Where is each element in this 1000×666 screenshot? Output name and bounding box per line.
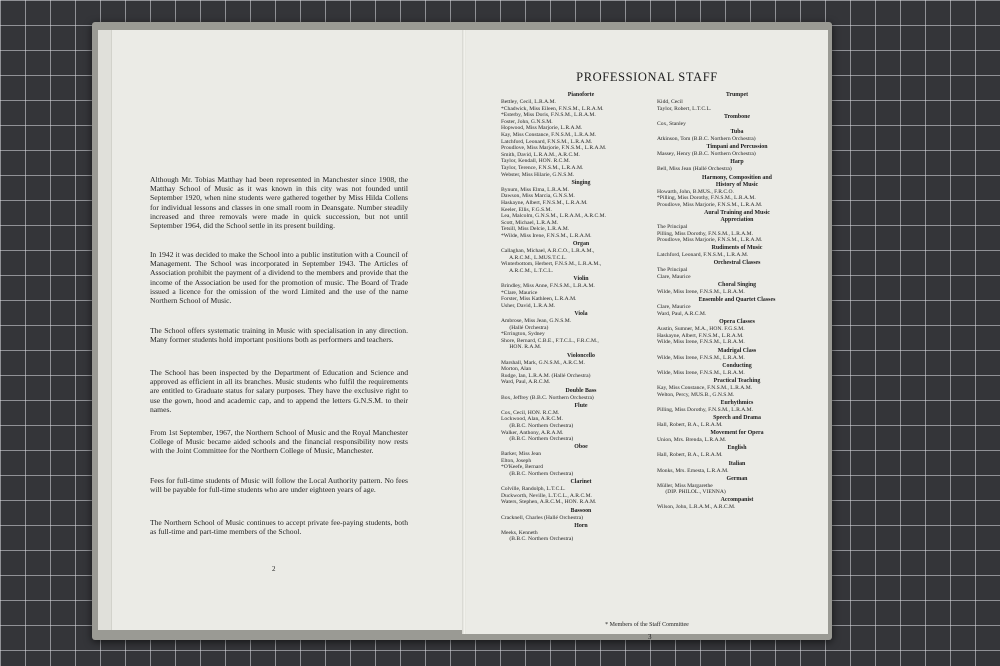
section-heading: Practical Teaching xyxy=(713,377,761,384)
page-number-left: 2 xyxy=(272,565,276,573)
staff-entry: Usher, David, L.R.A.M. xyxy=(501,302,556,309)
section-heading: German xyxy=(726,475,748,482)
staff-entry: *Chadwick, Miss Eileen, F.N.S.M., L.R.A.M. xyxy=(501,105,604,112)
section-heading: Timpani and Percussion xyxy=(706,144,768,151)
staff-entry: Hall, Robert, B.A., L.R.A.M. xyxy=(657,421,723,428)
staff-section xyxy=(657,144,817,158)
staff-entry: *Errington, Sydney xyxy=(501,331,545,338)
staff-entry: Proudlove, Miss Marjorie, F.N.S.M., L.R.A.M. xyxy=(501,145,607,152)
staff-entry: *Wilde, Miss Irene, F.N.S.M., L.R.A.M. xyxy=(501,232,592,239)
section-heading: Ensemble and Quartet Classes xyxy=(698,297,776,304)
staff-entry: Latchford, Leonard, F.N.S.M., L.R.A.M. xyxy=(657,252,749,259)
staff-entry: Pilling, Miss Dorothy, F.N.S.M., L.R.A.M. xyxy=(657,406,754,413)
staff-entry: A.R.C.M., L.T.C.L. xyxy=(501,267,554,274)
staff-entry: Colville, Randolph, L.T.C.L. xyxy=(501,486,566,493)
staff-section xyxy=(501,403,661,443)
staff-section xyxy=(501,311,661,351)
section-heading: Rudiments of Music xyxy=(711,245,763,252)
staff-entry: *Pilling, Miss Dorothy, F.N.S.M., L.R.A.M. xyxy=(657,195,756,202)
section-heading: Organ xyxy=(572,241,590,248)
staff-entry: Lockwood, Alan, A.R.C.M. xyxy=(501,416,563,423)
staff-section xyxy=(657,497,817,511)
staff-section xyxy=(657,378,817,398)
section-heading: Accompanist xyxy=(720,497,754,504)
staff-entry: Hall, Robert, B.A., L.R.A.M. xyxy=(657,452,723,459)
staff-section xyxy=(501,92,661,178)
section-heading: Madrigal Class xyxy=(717,347,757,354)
section-heading: Oboe xyxy=(574,444,588,451)
staff-entry: Massey, Henry (B.B.C. Northern Orchestra) xyxy=(657,151,756,158)
staff-column-1 xyxy=(501,92,661,545)
staff-section xyxy=(501,508,661,522)
staff-entry: Wilde, Miss Irene, F.N.S.M., L.R.A.M. xyxy=(657,369,745,376)
staff-entry: Union, Mrs. Brenda, L.R.A.M. xyxy=(657,437,727,444)
staff-section xyxy=(657,430,817,444)
section-heading: Harmony, Composition and History of Music xyxy=(702,174,772,188)
staff-entry: Callaghan, Michael, A.R.C.O., L.R.A.M., xyxy=(501,248,595,255)
staff-section xyxy=(657,114,817,128)
section-heading: Opera Classes xyxy=(719,319,755,326)
staff-entry: *Esterby, Miss Doris, F.N.S.M., L.R.A.M. xyxy=(501,112,596,119)
staff-section xyxy=(501,276,661,309)
staff-entry: Bettley, Cecil, L.R.A.M. xyxy=(501,99,556,105)
staff-entry: Ward, Paul, A.R.C.M. xyxy=(657,311,707,318)
paragraph-inspection: The School has been inspected by the Department of Education and Science and approved as efficient in all its branches. Music students who fulfil the requirements are entitled to Graduate status for salary purposes. They have the exclusive right to use the gown, hood and academic cap, and to append the letters G.N.S.M. to their names. xyxy=(150,368,408,414)
staff-entry: Bell, Miss Jean (Hallé Orchestra) xyxy=(657,166,732,173)
staff-section xyxy=(657,92,817,112)
section-heading: Harp xyxy=(730,159,744,166)
section-heading: Trombone xyxy=(724,113,750,120)
staff-entry: Howarth, John, B.MUS., F.R.C.O. xyxy=(657,188,734,195)
staff-committee-footnote: * Members of the Staff Committee xyxy=(605,622,689,628)
page-number-right: 3 xyxy=(648,633,652,641)
staff-section xyxy=(657,210,817,244)
staff-entry: Wilde, Miss Irene, F.N.S.M., L.R.A.M. xyxy=(657,354,745,361)
staff-entry: Tetsill, Miss Delcie, L.R.A.M. xyxy=(501,226,570,233)
staff-section xyxy=(657,445,817,459)
staff-section xyxy=(657,348,817,362)
staff-entry: Walker, Anthony, A.R.A.M. xyxy=(501,429,564,436)
section-heading: Pianoforte xyxy=(567,92,595,98)
staff-entry: HON. R.A.M. xyxy=(501,344,542,351)
staff-section xyxy=(657,175,817,209)
right-page xyxy=(466,30,828,641)
staff-entry: Wilde, Miss Irene, F.N.S.M., L.R.A.M. xyxy=(657,339,745,346)
staff-entry: Wilson, John, L.R.A.M., A.R.C.M. xyxy=(657,504,736,511)
staff-section xyxy=(501,353,661,386)
staff-section xyxy=(657,245,817,259)
binding-strip xyxy=(98,30,112,630)
staff-entry: Taylor, Kendall, HON. R.C.M. xyxy=(501,158,571,165)
staff-entry: *O'Keefe, Bernard xyxy=(501,464,544,471)
paragraph-private-students: The Northern School of Music continues to accept private fee-paying students, both as full-time and part-time members of the School. xyxy=(150,518,408,537)
staff-entry: Lea, Malcolm, G.N.S.M., L.R.A.M., A.R.C.M. xyxy=(501,213,607,220)
staff-section xyxy=(657,363,817,377)
staff-entry: Müller, Miss Margarethe xyxy=(657,482,713,489)
staff-section xyxy=(501,523,661,543)
staff-entry: Ward, Paul, A.R.C.M. xyxy=(501,379,551,386)
section-heading: Italian xyxy=(728,460,746,467)
staff-entry: Smith, David, L.R.A.M., A.R.C.M. xyxy=(501,151,580,158)
staff-section xyxy=(657,461,817,475)
staff-entry: The Principal xyxy=(657,223,688,230)
staff-section xyxy=(501,388,661,402)
staff-section xyxy=(657,282,817,296)
section-heading: Flute xyxy=(574,402,588,409)
paragraph-incorporation: In 1942 it was decided to make the School into a public institution with a Council of Management. The School was incorporated in September 1943. The Articles of Association prohibit the payment of a dividend to the members and provide that the income of the Association be used for the promotion of music. The Board of Trade issued a licence for the omission of the word Limited and the use of the name Northern School of Music. xyxy=(150,250,408,306)
staff-entry: Duckworth, Neville, L.T.C.L., A.R.C.M. xyxy=(501,492,592,499)
section-heading: Movement for Opera xyxy=(710,430,764,437)
staff-entry: Taylor, Robert, L.T.C.L. xyxy=(657,105,712,112)
section-heading: Horn xyxy=(574,522,588,529)
staff-column-2 xyxy=(657,92,817,513)
staff-entry: Kay, Miss Constance, F.N.S.M., L.R.A.M. xyxy=(657,384,753,391)
staff-entry: Webster, Miss Hilarie, G.N.S.M. xyxy=(501,171,575,178)
staff-entry: Elton, Joseph xyxy=(501,457,532,464)
staff-entry: Clare, Maurice xyxy=(657,274,691,281)
staff-section xyxy=(657,260,817,280)
staff-entry: Hopwood, Miss Marjorie, L.R.A.M. xyxy=(501,125,583,132)
staff-entry: Welton, Percy, MUS.B., G.N.S.M. xyxy=(657,391,735,398)
staff-entry: The Principal xyxy=(657,267,688,274)
section-heading: English xyxy=(727,445,747,452)
staff-entry: (B.B.C. Northern Orchestra) xyxy=(501,436,574,443)
staff-entry: Morton, Alan xyxy=(501,366,532,373)
paragraph-history: Although Mr. Tobias Matthay had been represented in Manchester since 1908, the Matthay School of Music as it was known in this city was not founded until September 1920, when nine students were gathered together by Miss Hilda Collens for individual lessons and classes in one small room in Deansgate. Number steadily increased and three removals were made in quick succession, but not until September 1964, did the School settle in its present building. xyxy=(150,175,408,231)
staff-entry: Proudlove, Miss Marjorie, F.N.S.M., L.R.A.M. xyxy=(657,201,763,208)
section-heading: Speech and Drama xyxy=(713,414,761,421)
staff-section xyxy=(501,241,661,274)
staff-entry: Foster, John, G.N.S.M. xyxy=(501,118,553,125)
staff-section xyxy=(657,159,817,173)
staff-entry: Haskayne, Albert, F.N.S.M., L.R.A.M. xyxy=(657,332,744,339)
staff-entry: Clare, Maurice xyxy=(657,304,691,311)
section-heading: Tuba xyxy=(730,128,744,135)
staff-entry: Rudge, Ian, L.R.A.M. (Hallé Orchestra) xyxy=(501,372,591,379)
staff-entry: Scott, Michael, L.R.A.M. xyxy=(501,219,559,226)
staff-entry: Wilde, Miss Irene, F.N.S.M., L.R.A.M. xyxy=(657,289,745,296)
section-heading: Viola xyxy=(574,311,588,317)
left-page xyxy=(98,30,464,630)
staff-entry: *Clare, Maurice xyxy=(501,289,538,296)
section-heading: Violoncello xyxy=(567,352,595,359)
staff-entry: Ambrose, Miss Jean, G.N.S.M. xyxy=(501,318,572,324)
staff-entry: Bynum, Miss Elma, L.R.A.M. xyxy=(501,186,569,193)
staff-entry: Marshall, Mark, G.N.S.M., A.R.C.M. xyxy=(501,359,585,366)
staff-section xyxy=(657,476,817,496)
section-heading: Orchestral Classes xyxy=(713,260,761,267)
staff-section xyxy=(657,400,817,414)
section-heading: Trumpet xyxy=(725,92,749,98)
staff-section xyxy=(657,297,817,317)
section-heading: Singing xyxy=(571,179,591,186)
section-heading: Bassoon xyxy=(570,507,592,514)
staff-section xyxy=(657,129,817,143)
staff-entry: Cox, Stanley xyxy=(657,120,686,127)
section-heading: Choral Singing xyxy=(717,282,757,289)
staff-entry: (DIP. PHILOL., VIENNA) xyxy=(657,489,726,496)
staff-section xyxy=(657,319,817,346)
staff-entry: Brindley, Miss Anne, F.N.S.M., L.R.A.M. xyxy=(501,283,595,290)
page-title: PROFESSIONAL STAFF xyxy=(576,70,718,84)
staff-entry: (B.B.C. Northern Orchestra) xyxy=(501,422,574,429)
staff-entry: (B.B.C. Northern Orchestra) xyxy=(501,471,574,478)
staff-entry: (Hallé Orchestra) xyxy=(501,324,549,331)
staff-entry: Dawson, Miss Marcia, G.N.S.M. xyxy=(501,193,575,200)
staff-section xyxy=(501,479,661,506)
staff-section xyxy=(501,444,661,477)
staff-entry: Austin, Sumner, M.A., HON. F.G.S.M. xyxy=(657,326,745,333)
section-heading: Conducting xyxy=(722,362,752,369)
staff-entry: Latchford, Leonard, F.N.S.M., L.R.A.M. xyxy=(501,138,593,145)
section-heading: Violin xyxy=(573,276,589,283)
staff-entry: Keeler, Ellis, F.G.S.M. xyxy=(501,206,552,213)
staff-entry: Box, Jeffrey (B.B.C. Northern Orchestra) xyxy=(501,394,594,401)
staff-entry: Kidd, Cecil xyxy=(657,99,683,105)
staff-entry: (B.B.C. Northern Orchestra) xyxy=(501,536,574,543)
staff-entry: Forster, Miss Kathleen, L.R.A.M. xyxy=(501,296,577,303)
paragraph-training: The School offers systematic training in Music with specialisation in any direction. Many former students hold important positions both as performers and teachers. xyxy=(150,326,408,345)
staff-entry: Meeks, Kenneth xyxy=(501,529,538,536)
staff-entry: A.R.C.M., L.MUS.T.C.L. xyxy=(501,254,567,261)
staff-entry: Atkinson, Tom (B.B.C. Northern Orchestra) xyxy=(657,135,756,142)
section-heading: Aural Training and Music Appreciation xyxy=(704,209,770,223)
section-heading: Double Bass xyxy=(565,387,597,394)
staff-section xyxy=(657,415,817,429)
staff-entry: Proudlove, Miss Marjorie, F.N.S.M., L.R.A.M. xyxy=(657,237,763,244)
staff-entry: Haskayne, Albert, F.N.S.M., L.R.A.M. xyxy=(501,199,588,206)
staff-entry: Barker, Miss Jean xyxy=(501,451,542,458)
staff-entry: Cracknell, Charles (Hallé Orchestra) xyxy=(501,514,584,521)
staff-entry: Cox, Cecil, HON. R.C.M. xyxy=(501,409,560,416)
staff-entry: Shore, Bernard, C.B.E., F.T.C.L., F.R.C.M., xyxy=(501,337,599,344)
staff-entry: Winterbottom, Herbert, F.N.S.M., L.R.A.M., xyxy=(501,261,602,268)
staff-entry: Taylor, Terence, F.N.S.M., L.R.A.M. xyxy=(501,164,584,171)
paragraph-aided-schools: From 1st September, 1967, the Northern School of Music and the Royal Manchester College of Music became aided schools and the financial responsibility now rests with the Joint Committee for the Northern College of Music, Manchester. xyxy=(150,428,408,456)
staff-entry: Monks, Mrs. Ernesta, L.R.A.M. xyxy=(657,467,729,474)
staff-entry: Waters, Stephen, A.R.C.M., HON. R.A.M. xyxy=(501,499,597,506)
paragraph-fees: Fees for full-time students of Music will follow the Local Authority pattern. No fees will be payable for full-time students who are under eighteen years of age. xyxy=(150,476,408,495)
staff-entry: Kay, Miss Constance, F.N.S.M., L.R.A.M. xyxy=(501,131,597,138)
section-heading: Eurhythmics xyxy=(720,399,754,406)
staff-entry: Pilling, Miss Dorothy, F.N.S.M., L.R.A.M. xyxy=(657,230,754,237)
staff-section xyxy=(501,180,661,240)
section-heading: Clarinet xyxy=(570,479,592,486)
